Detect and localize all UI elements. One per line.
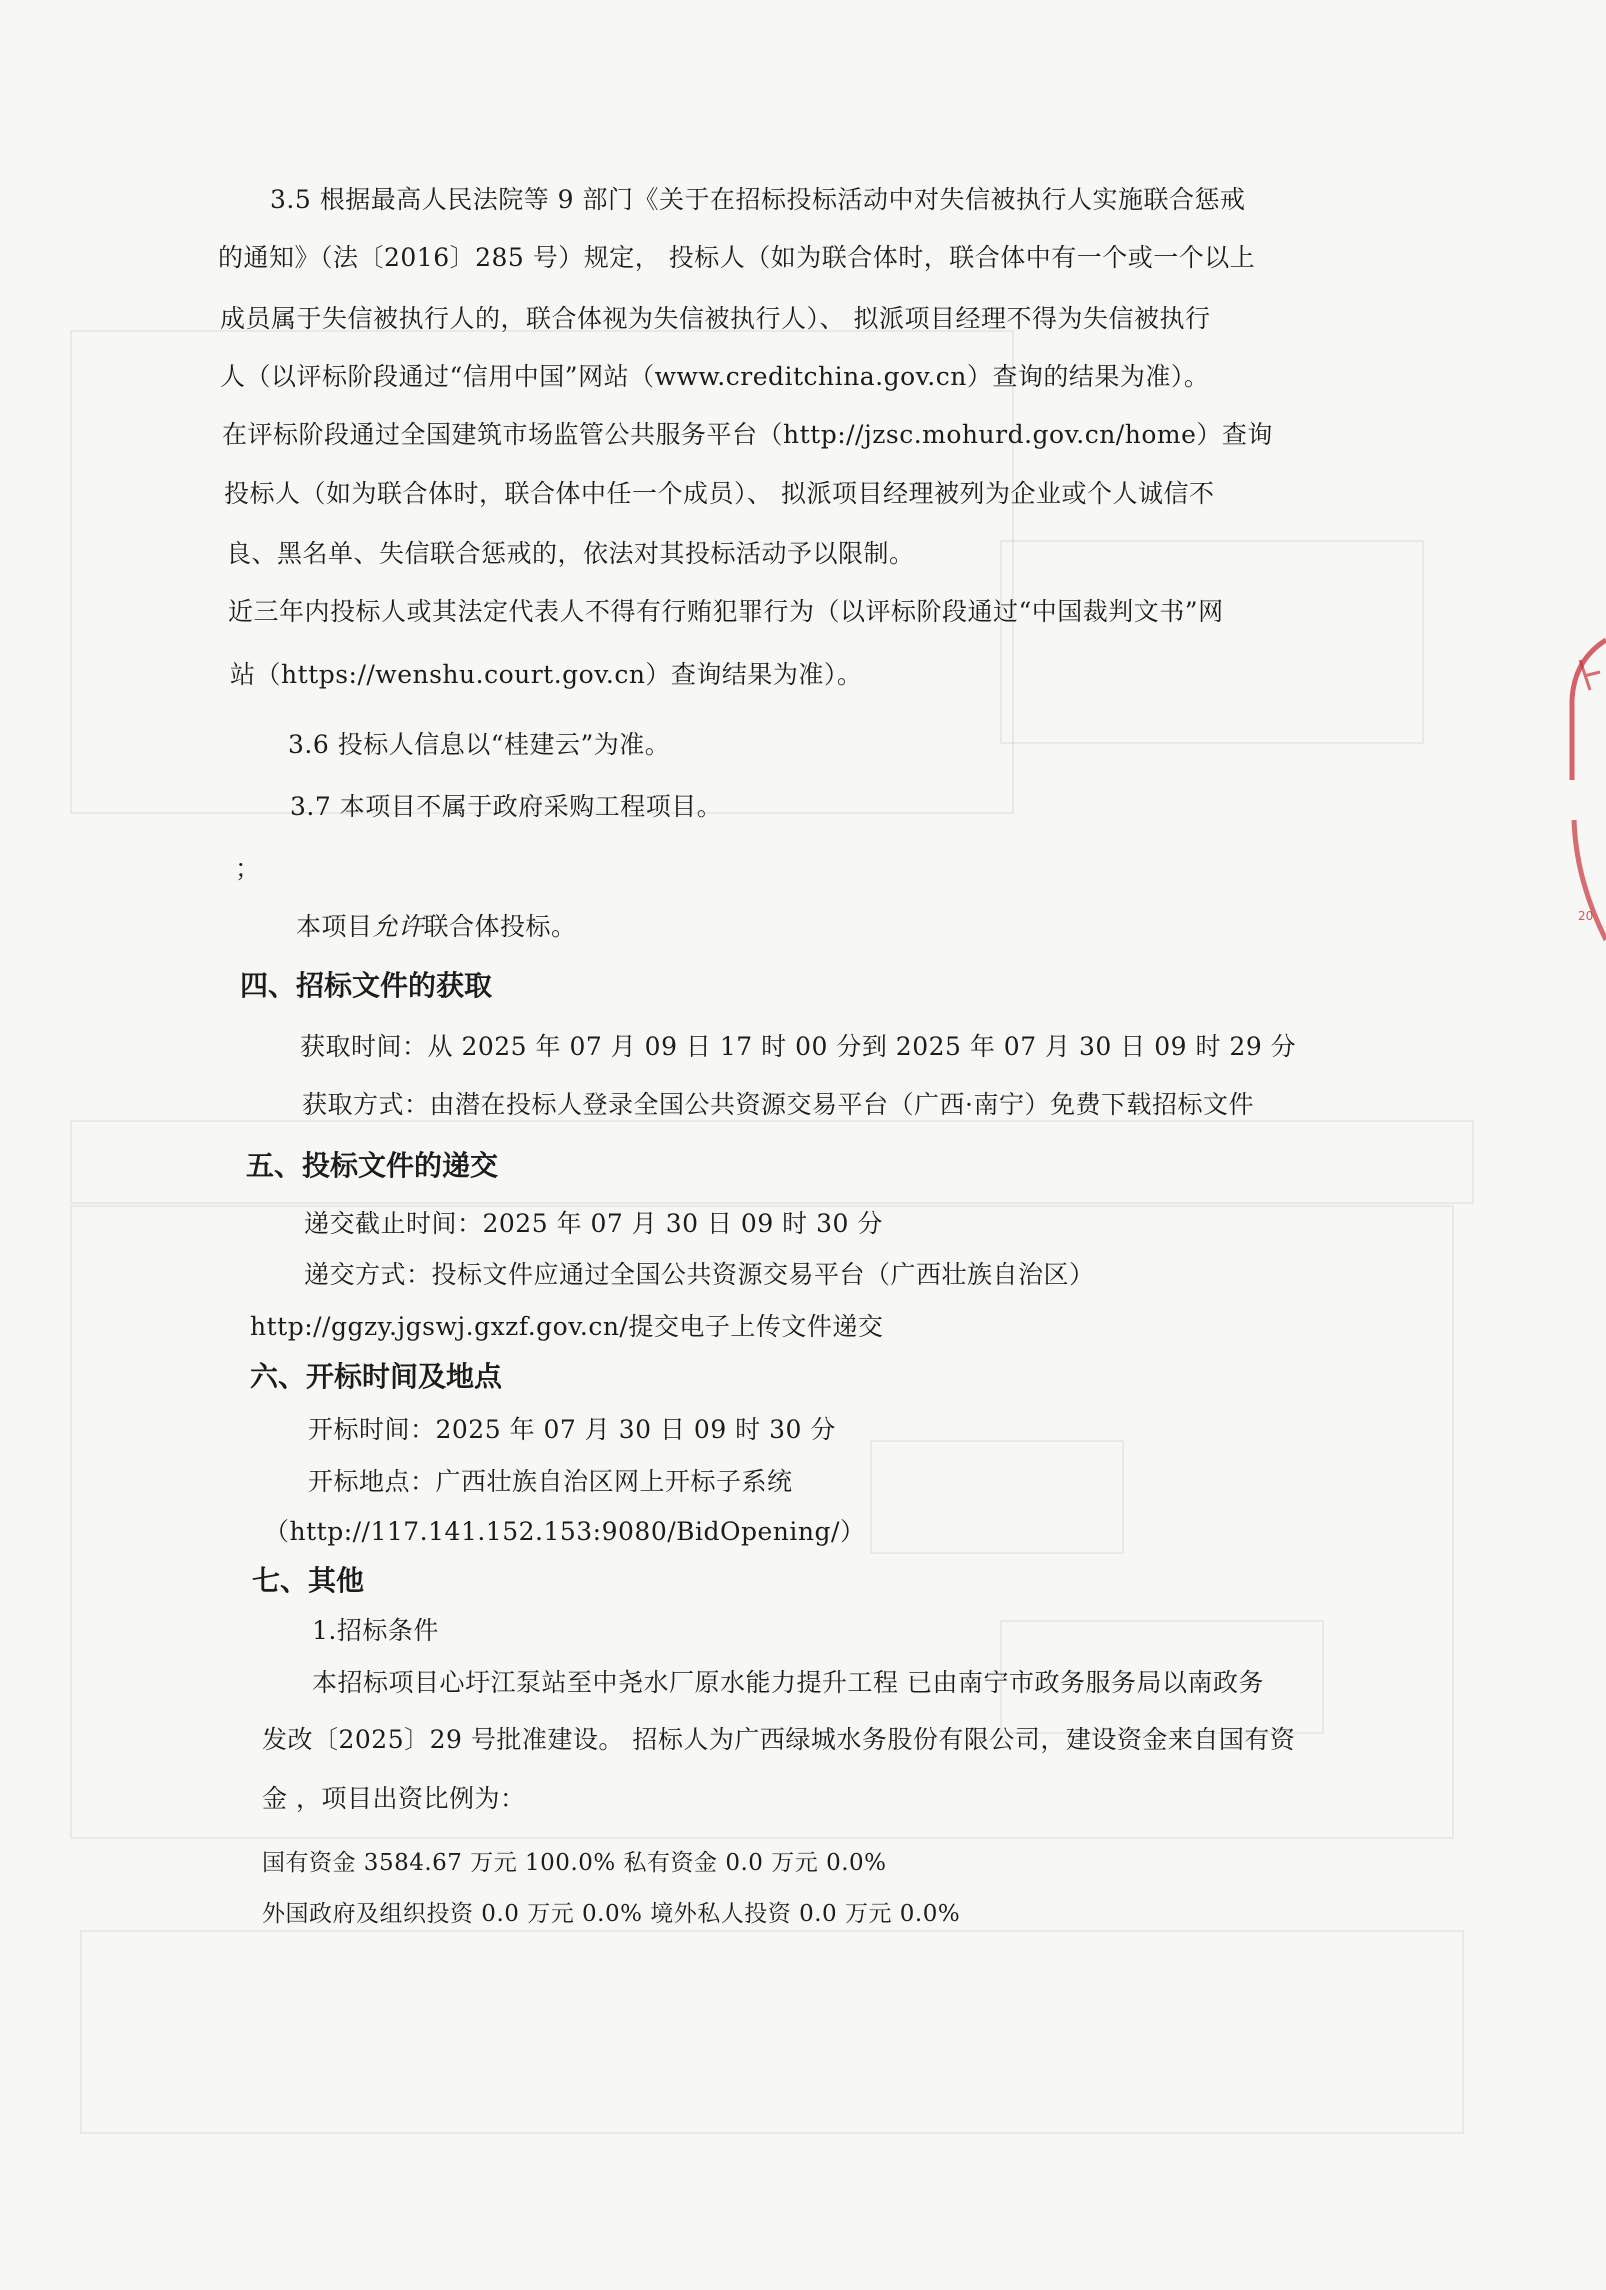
paragraph-line: 开标地点：广西壮族自治区网上开标子系统: [308, 1467, 793, 1496]
paragraph-line: 递交截止时间：2025 年 07 月 30 日 09 时 30 分: [304, 1209, 883, 1238]
paragraph-line: 获取时间：从 2025 年 07 月 09 日 17 时 00 分到 2025 年 07 月 30 日 09 时 29 分: [300, 1032, 1297, 1061]
paragraph-line: 的通知》（法〔2016〕285 号）规定， 投标人（如为联合体时，联合体中有一个或一个以上: [218, 243, 1256, 272]
paragraph-line: 成员属于失信被执行人的，联合体视为失信被执行人）、 拟派项目经理不得为失信被执行: [220, 304, 1211, 333]
paragraph-line: 国有资金 3584.67 万元 100.0% 私有资金 0.0 万元 0.0%: [262, 1850, 887, 1876]
paragraph-line: 递交方式：投标文件应通过全国公共资源交易平台（广西壮族自治区）: [304, 1260, 1095, 1289]
bleed-through-box: [870, 1440, 1124, 1554]
section-heading: 五、投标文件的递交: [246, 1149, 499, 1182]
text-run: 本项目: [296, 912, 373, 941]
paragraph-line: 近三年内投标人或其法定代表人不得有行贿犯罪行为（以评标阶段通过“中国裁判文书”网: [228, 597, 1224, 626]
seal-text: 20: [1578, 909, 1594, 923]
section-heading: 七、其他: [252, 1564, 365, 1597]
section-heading: 六、开标时间及地点: [250, 1360, 503, 1393]
paragraph-line: 外国政府及组织投资 0.0 万元 0.0% 境外私人投资 0.0 万元 0.0%: [262, 1901, 961, 1927]
paragraph-line: 人（以评标阶段通过“信用中国”网站（www.creditchina.gov.cn）查询的结果为准）。: [220, 362, 1210, 391]
section-heading: 四、招标文件的获取: [240, 969, 493, 1002]
paragraph-line: 开标时间：2025 年 07 月 30 日 09 时 30 分: [308, 1415, 836, 1444]
bleed-through-box: [1000, 540, 1424, 744]
paragraph-line: 1.招标条件: [312, 1616, 439, 1645]
paragraph-line: ；: [235, 854, 261, 883]
paragraph-line: 站（https://wenshu.court.gov.cn）查询结果为准）。: [230, 660, 863, 689]
red-seal-fragment: [1566, 620, 1606, 950]
paragraph-line: [296, 910, 577, 944]
bleed-through-box: [80, 1930, 1464, 2134]
paragraph-line: 在评标阶段通过全国建筑市场监管公共服务平台（http://jzsc.mohurd.gov.cn/home）查询: [222, 420, 1273, 449]
paragraph-line: 3.7 本项目不属于政府采购工程项目。: [290, 792, 723, 821]
paragraph-line: 良、黑名单、失信联合惩戒的，依法对其投标活动予以限制。: [226, 539, 915, 568]
paragraph-line: （http://117.141.152.153:9080/BidOpening/）: [264, 1517, 866, 1546]
paragraph-line: 3.5 根据最高人民法院等 9 部门《关于在招标投标活动中对失信被执行人实施联合惩戒: [270, 185, 1246, 214]
paragraph-line: http://ggzy.jgswj.gxzf.gov.cn/提交电子上传文件递交: [250, 1312, 884, 1341]
paragraph-line: 获取方式：由潜在投标人登录全国公共资源交易平台（广西·南宁）免费下载招标文件: [302, 1090, 1254, 1119]
paragraph-line: 金 ，项目出资比例为：: [262, 1784, 526, 1813]
handwritten-insert: 允许: [372, 912, 424, 941]
paragraph-line: 发改〔2025〕29 号批准建设。 招标人为广西绿城水务股份有限公司，建设资金来自国有资: [262, 1725, 1296, 1754]
paragraph-line: 本招标项目心圩江泵站至中尧水厂原水能力提升工程 已由南宁市政务服务局以南政务: [312, 1668, 1264, 1697]
paragraph-line: 3.6 投标人信息以“桂建云”为准。: [288, 730, 671, 759]
text-run: 联合体投标。: [423, 912, 577, 941]
paragraph-line: 投标人（如为联合体时，联合体中任一个成员）、 拟派项目经理被列为企业或个人诚信不: [224, 479, 1215, 508]
